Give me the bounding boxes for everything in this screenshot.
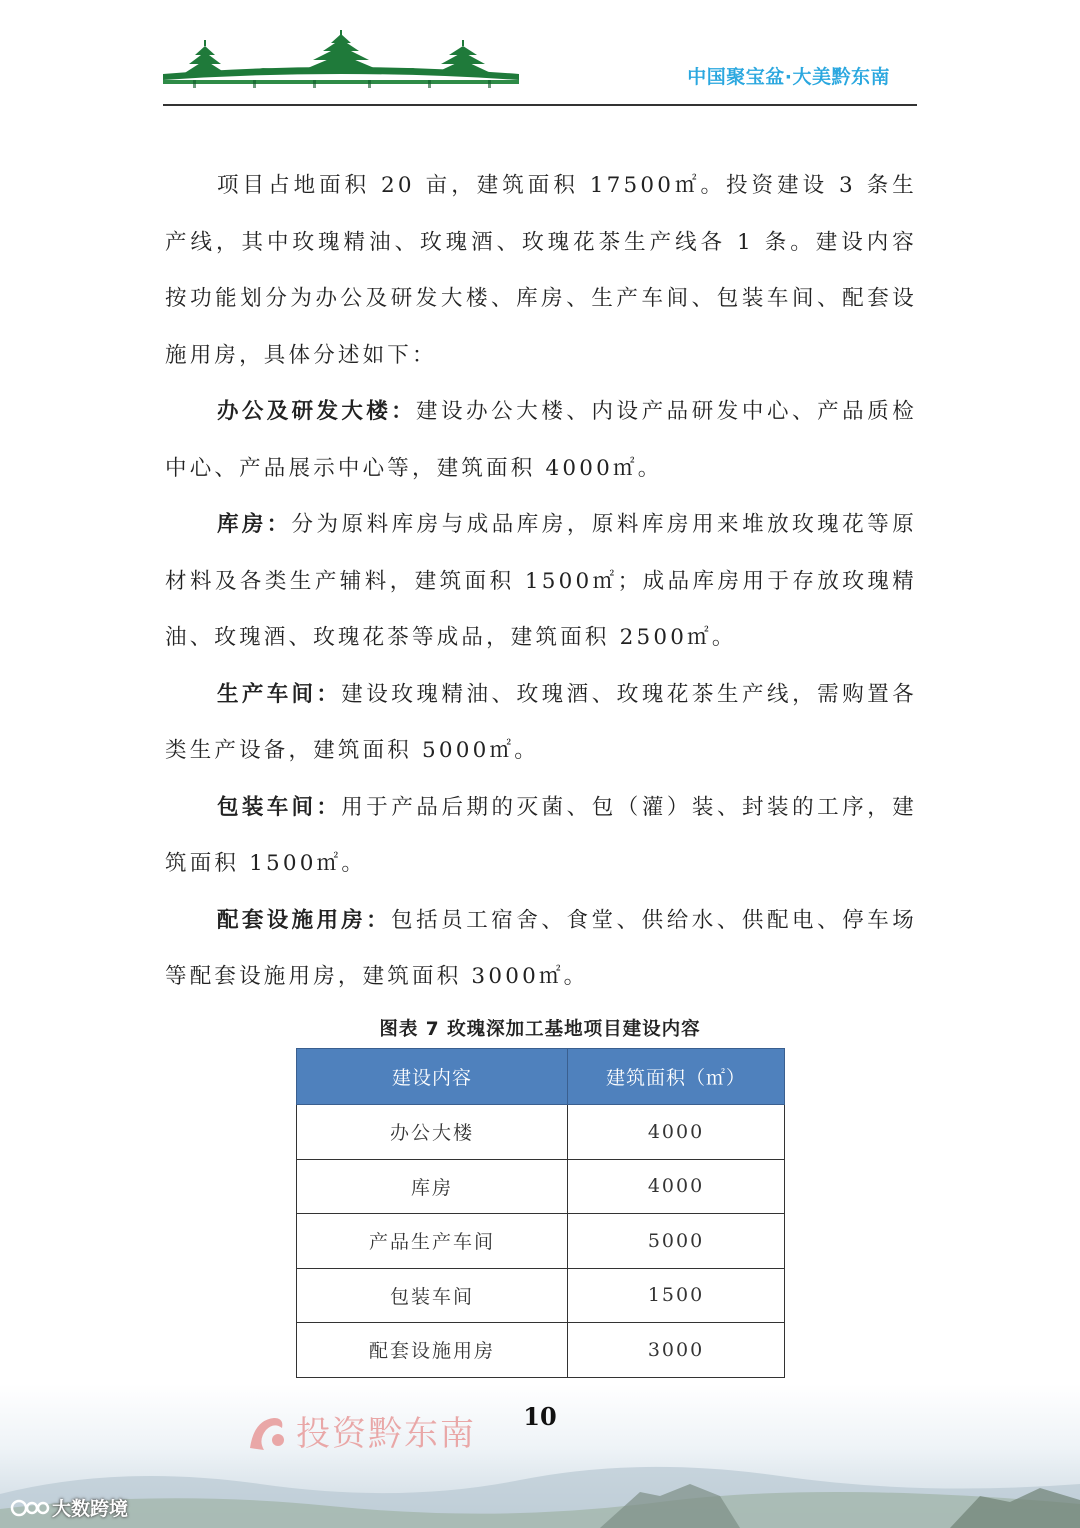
watermark-logo-icon: [10, 1496, 50, 1520]
paragraph-label: 库房：: [217, 512, 292, 537]
paragraph-intro: 项目占地面积 20 亩，建筑面积 17500㎡。投资建设 3 条生产线，其中玫瑰精油、玫瑰酒、玫瑰花茶生产线各 1 条。建设内容按功能划分为办公及研发大楼、库房、生产车间、包装车间、配套设施用房，具体分述如下：: [165, 173, 917, 368]
paragraph-production: 生产车间：建设玫瑰精油、玫瑰酒、玫瑰花茶生产线，需购置各类生产设备，建筑面积 5000㎡。: [165, 681, 917, 763]
cell-content: 配套设施用房: [297, 1323, 568, 1378]
cell-area: 3000: [568, 1323, 785, 1378]
pavilion-bridge-logo-icon: [163, 30, 519, 92]
paragraph-warehouse: 库房：分为原料库房与成品库房，原料库房用来堆放玫瑰花等原材料及各类生产辅料，建筑面积 1500㎡；成品库房用于存放玫瑰精油、玫瑰酒、玫瑰花茶等成品，建筑面积 2500㎡。: [165, 512, 917, 650]
paragraph-facilities: 配套设施用房：包括员工宿舍、食堂、供给水、供配电、停车场等配套设施用房，建筑面积 3000㎡。: [165, 907, 917, 989]
footer-brand-text: 投资黔东南: [296, 1414, 476, 1454]
paragraph-packaging: 包装车间：用于产品后期的灭菌、包（灌）装、封装的工序，建筑面积 1500㎡。: [165, 794, 917, 876]
header-slogan: 中国聚宝盆·大美黔东南: [687, 66, 890, 88]
paragraph-label: 生产车间：: [217, 681, 342, 707]
page-number: 10: [523, 1402, 557, 1431]
header-divider: [163, 104, 917, 106]
table-row: [297, 1159, 785, 1214]
cell-content: 办公大楼: [297, 1105, 568, 1160]
paragraph-label: 办公及研发大楼：: [217, 399, 416, 424]
cell-content: 包装车间: [297, 1268, 568, 1323]
table-header-row: [297, 1049, 785, 1105]
cell-area: 4000: [568, 1105, 785, 1160]
cell-content: 库房: [297, 1159, 568, 1214]
body-text: [165, 158, 917, 1006]
watermark-text: 大数跨境: [52, 1498, 129, 1520]
paragraph-label: 配套设施用房：: [217, 907, 392, 933]
column-header-content: 建设内容: [297, 1049, 568, 1105]
cell-content: 产品生产车间: [297, 1214, 568, 1269]
column-header-area: 建筑面积（㎡）: [568, 1049, 785, 1105]
cell-area: 5000: [568, 1214, 785, 1269]
construction-table: [296, 1048, 785, 1378]
table-row: [297, 1214, 785, 1269]
table-row: [297, 1323, 785, 1378]
cell-area: 4000: [568, 1159, 785, 1214]
cell-area: 1500: [568, 1268, 785, 1323]
paragraph-label: 包装车间：: [217, 794, 342, 820]
table-row: [297, 1105, 785, 1160]
paragraph-office: 办公及研发大楼：建设办公大楼、内设产品研发中心、产品质检中心、产品展示中心等，建筑面积 4000㎡。: [165, 399, 917, 481]
table-row: [297, 1268, 785, 1323]
table-caption: 图表 7 玫瑰深加工基地项目建设内容: [379, 1019, 701, 1040]
